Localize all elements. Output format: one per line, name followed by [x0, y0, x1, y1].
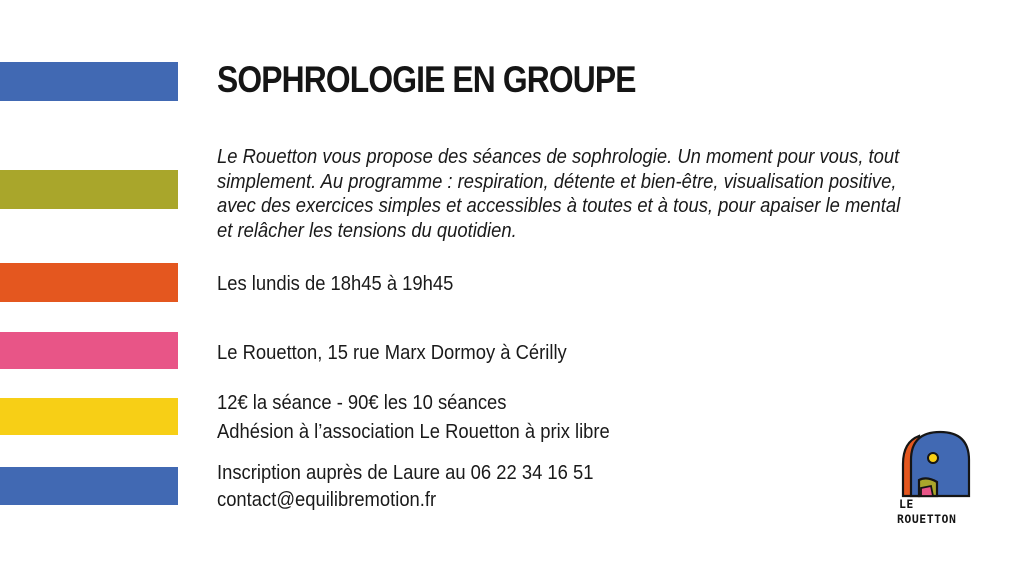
logo-line1: LE [899, 497, 914, 511]
email-link[interactable]: contact@equilibremotion.fr [217, 489, 437, 511]
logo-line2: ROUETTON [897, 512, 957, 526]
logo-sun-icon [928, 453, 938, 463]
orange-stripe [0, 263, 178, 302]
blue-stripe-bottom [0, 467, 178, 505]
logo-text [897, 497, 975, 527]
pink-stripe [0, 332, 178, 369]
schedule-text: Les lundis de 18h45 à 19h45 [217, 273, 454, 295]
logo-pink-shape [921, 486, 933, 496]
page-title: SOPHROLOGIE EN GROUPE [217, 59, 636, 100]
registration-text: Inscription auprès de Laure au 06 22 34 16 51 [217, 462, 594, 484]
price-text: 12€ la séance - 90€ les 10 séances [217, 392, 507, 414]
rouetton-logo [897, 430, 975, 534]
olive-stripe [0, 170, 178, 209]
yellow-stripe [0, 398, 178, 435]
blue-stripe [0, 62, 178, 101]
location-text: Le Rouetton, 15 rue Marx Dormoy à Cérilly [217, 342, 567, 364]
membership-text: Adhésion à l’association Le Rouetton à prix libre [217, 421, 610, 443]
description: Le Rouetton vous propose des séances de sophrologie. Un moment pour vous, tout simplement. Au programme : respiration, détente et bien-être, visualisation positive, avec des exercices simples et accessibles à toutes et à tous, pour apaiser le mental et relâcher les tensions du quotidien. [217, 146, 901, 242]
